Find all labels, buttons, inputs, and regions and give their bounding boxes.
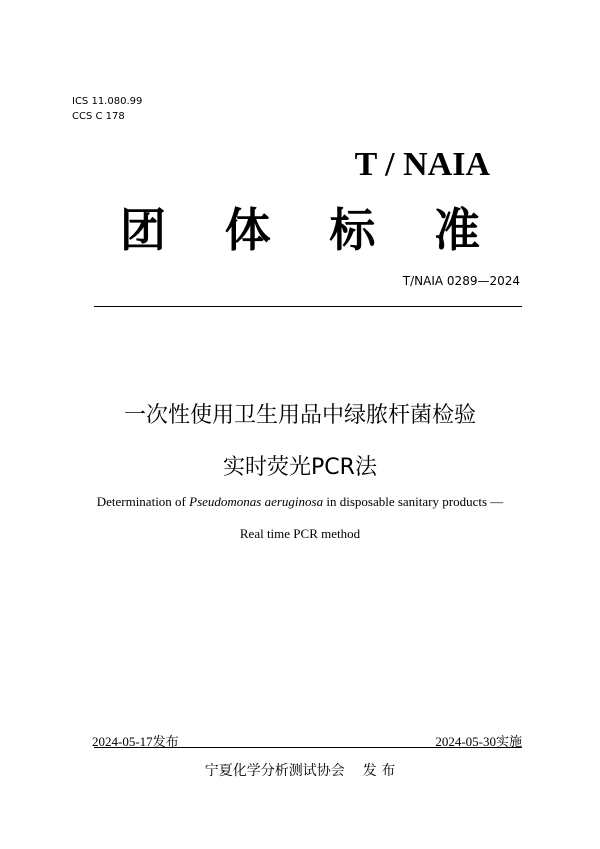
standard-type-char: 团 [120, 203, 166, 257]
title-english-species: Pseudomonas aeruginosa [189, 494, 324, 509]
standard-number: T/NAIA 0289—2024 [402, 274, 520, 288]
footer-divider [94, 747, 522, 748]
title-english-pre: Determination of [96, 494, 190, 509]
issue-date: 2024-05-17发布 [92, 734, 179, 749]
title-chinese-line1: 一次性使用卫生用品中绿脓杆菌检验 [123, 403, 476, 428]
ics-code: ICS 11.080.99 [72, 96, 143, 107]
title-english-post: in disposable sanitary products — [323, 494, 504, 509]
publisher-name: 宁夏化学分析测试协会 [204, 763, 345, 779]
publish-word: 发 布 [362, 763, 396, 779]
standard-type-char: 体 [224, 203, 271, 257]
header-divider [94, 306, 522, 307]
standard-type-char: 标 [329, 203, 376, 257]
implementation-date: 2024-05-30实施 [435, 734, 522, 749]
title-english-line2: Real time PCR method [239, 526, 361, 541]
title-english-line1 [0, 494, 600, 510]
standard-type [120, 200, 480, 260]
publisher-line [0, 760, 600, 780]
standard-type-char: 准 [433, 203, 480, 257]
title-chinese-line2: 实时荧光PCR法 [223, 455, 377, 480]
organization-code: T / NAIA [354, 146, 490, 183]
ccs-code: CCS C 178 [72, 111, 125, 122]
classification-codes [72, 94, 142, 124]
